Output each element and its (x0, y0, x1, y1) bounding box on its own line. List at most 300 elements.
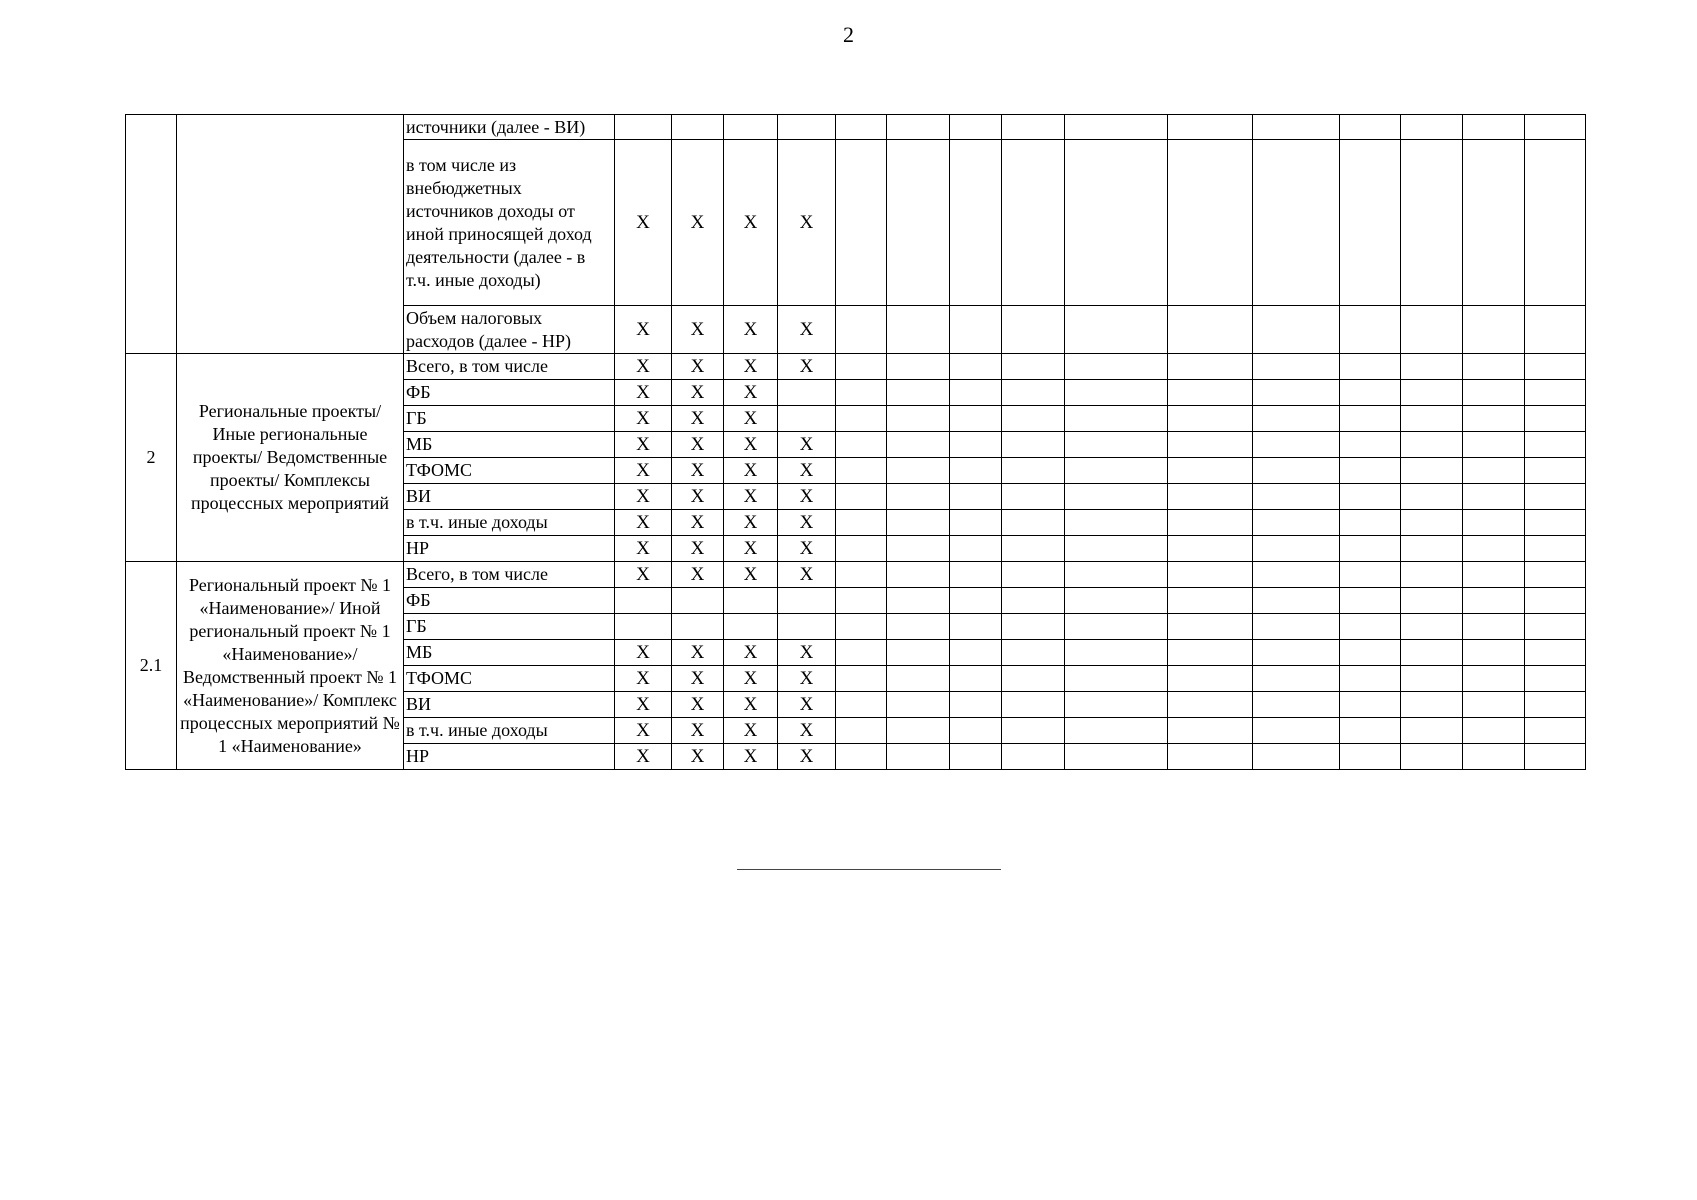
empty-cell (1065, 406, 1168, 432)
empty-cell (836, 744, 887, 770)
empty-cell (1168, 744, 1253, 770)
source-label: МБ (404, 432, 615, 458)
empty-cell (1168, 432, 1253, 458)
empty-cell (1065, 718, 1168, 744)
empty-cell (1253, 484, 1340, 510)
source-label: ТФОМС (404, 458, 615, 484)
empty-cell (1002, 484, 1065, 510)
empty-cell (887, 458, 950, 484)
empty-cell (1002, 692, 1065, 718)
empty-cell (1168, 406, 1253, 432)
empty-cell (1525, 510, 1586, 536)
empty-cell (1401, 380, 1463, 406)
empty-cell (1525, 432, 1586, 458)
empty-cell (1253, 306, 1340, 354)
mark-cell: Х (615, 718, 672, 744)
source-label: ГБ (404, 406, 615, 432)
empty-cell (1002, 744, 1065, 770)
mark-cell: Х (615, 666, 672, 692)
source-label: источники (далее - ВИ) (404, 115, 615, 140)
empty-cell (950, 140, 1002, 306)
empty-cell (1340, 614, 1401, 640)
empty-cell (1401, 744, 1463, 770)
source-label: в т.ч. иные доходы (404, 510, 615, 536)
empty-cell (1463, 115, 1525, 140)
empty-cell (1401, 140, 1463, 306)
empty-cell (1401, 562, 1463, 588)
empty-cell (950, 692, 1002, 718)
empty-cell (950, 510, 1002, 536)
empty-cell (1002, 432, 1065, 458)
empty-cell (1002, 380, 1065, 406)
source-label: ФБ (404, 588, 615, 614)
mark-cell: Х (615, 306, 672, 354)
mark-cell: Х (724, 666, 778, 692)
empty-cell (1168, 458, 1253, 484)
mark-cell: Х (778, 484, 836, 510)
empty-cell (1525, 484, 1586, 510)
empty-cell (1253, 510, 1340, 536)
empty-cell (1463, 306, 1525, 354)
mark-cell: Х (724, 354, 778, 380)
empty-cell (1525, 562, 1586, 588)
empty-cell (1463, 692, 1525, 718)
empty-cell (1401, 484, 1463, 510)
empty-cell (950, 588, 1002, 614)
empty-cell (1525, 614, 1586, 640)
mark-cell: Х (724, 536, 778, 562)
empty-cell (1401, 536, 1463, 562)
empty-cell (1065, 614, 1168, 640)
mark-cell: Х (672, 432, 724, 458)
mark-cell: Х (724, 432, 778, 458)
empty-cell (1253, 744, 1340, 770)
empty-cell (1065, 666, 1168, 692)
empty-cell (887, 354, 950, 380)
mark-cell: Х (672, 692, 724, 718)
source-label: в том числе из внебюджетных источников доходы от иной приносящей доход деятельности (далее - в т.ч. иные доходы) (404, 140, 615, 306)
empty-cell (1401, 692, 1463, 718)
mark-cell (724, 614, 778, 640)
empty-cell (1340, 484, 1401, 510)
source-label: МБ (404, 640, 615, 666)
mark-cell: Х (724, 458, 778, 484)
mark-cell: Х (672, 354, 724, 380)
source-label: ФБ (404, 380, 615, 406)
empty-cell (1253, 692, 1340, 718)
mark-cell: Х (615, 692, 672, 718)
empty-cell (1525, 588, 1586, 614)
empty-cell (1525, 406, 1586, 432)
mark-cell: Х (724, 562, 778, 588)
empty-cell (1168, 484, 1253, 510)
empty-cell (1463, 562, 1525, 588)
row-number: 2.1 (126, 562, 177, 770)
empty-cell (1002, 614, 1065, 640)
mark-cell: Х (724, 306, 778, 354)
empty-cell (950, 406, 1002, 432)
empty-cell (950, 354, 1002, 380)
empty-cell (1463, 510, 1525, 536)
empty-cell (1168, 536, 1253, 562)
empty-cell (1002, 458, 1065, 484)
empty-cell (1340, 354, 1401, 380)
empty-cell (1002, 306, 1065, 354)
empty-cell (1065, 458, 1168, 484)
empty-cell (1463, 432, 1525, 458)
empty-cell (950, 718, 1002, 744)
empty-cell (887, 115, 950, 140)
empty-cell (1340, 692, 1401, 718)
mark-cell (778, 115, 836, 140)
footer-divider (737, 869, 1001, 870)
empty-cell (1463, 458, 1525, 484)
mark-cell: Х (615, 484, 672, 510)
empty-cell (836, 306, 887, 354)
empty-cell (1168, 614, 1253, 640)
empty-cell (1463, 718, 1525, 744)
mark-cell: Х (615, 432, 672, 458)
empty-cell (836, 562, 887, 588)
empty-cell (887, 718, 950, 744)
mark-cell: Х (615, 536, 672, 562)
empty-cell (1168, 380, 1253, 406)
empty-cell (1340, 718, 1401, 744)
mark-cell: Х (672, 718, 724, 744)
source-label: НР (404, 536, 615, 562)
mark-cell (672, 614, 724, 640)
mark-cell (724, 115, 778, 140)
empty-cell (1253, 432, 1340, 458)
mark-cell: Х (724, 484, 778, 510)
empty-cell (836, 380, 887, 406)
empty-cell (1463, 140, 1525, 306)
empty-cell (1401, 115, 1463, 140)
table-row (126, 115, 1586, 140)
empty-cell (1002, 640, 1065, 666)
empty-cell (1253, 666, 1340, 692)
empty-cell (1002, 140, 1065, 306)
source-label: ГБ (404, 614, 615, 640)
empty-cell (1340, 432, 1401, 458)
empty-cell (1401, 354, 1463, 380)
empty-cell (1340, 140, 1401, 306)
mark-cell: Х (615, 562, 672, 588)
empty-cell (1002, 406, 1065, 432)
mark-cell: Х (778, 510, 836, 536)
empty-cell (1168, 666, 1253, 692)
mark-cell: Х (672, 140, 724, 306)
mark-cell: Х (778, 744, 836, 770)
mark-cell: Х (615, 354, 672, 380)
empty-cell (1065, 744, 1168, 770)
empty-cell (1065, 140, 1168, 306)
mark-cell: Х (615, 380, 672, 406)
empty-cell (1168, 692, 1253, 718)
row-name (177, 115, 404, 354)
empty-cell (1002, 562, 1065, 588)
empty-cell (950, 536, 1002, 562)
empty-cell (1401, 306, 1463, 354)
empty-cell (1168, 140, 1253, 306)
table-body (126, 115, 1586, 770)
mark-cell: Х (724, 406, 778, 432)
empty-cell (950, 432, 1002, 458)
empty-cell (1463, 614, 1525, 640)
mark-cell (615, 614, 672, 640)
empty-cell (950, 640, 1002, 666)
empty-cell (950, 306, 1002, 354)
empty-cell (1253, 354, 1340, 380)
mark-cell (615, 588, 672, 614)
empty-cell (1253, 140, 1340, 306)
mark-cell: Х (778, 666, 836, 692)
empty-cell (1525, 718, 1586, 744)
empty-cell (836, 640, 887, 666)
empty-cell (1463, 640, 1525, 666)
empty-cell (1253, 380, 1340, 406)
empty-cell (1253, 640, 1340, 666)
mark-cell: Х (672, 306, 724, 354)
empty-cell (950, 115, 1002, 140)
empty-cell (1002, 588, 1065, 614)
mark-cell: Х (778, 536, 836, 562)
empty-cell (887, 692, 950, 718)
empty-cell (950, 744, 1002, 770)
empty-cell (887, 306, 950, 354)
mark-cell: Х (672, 744, 724, 770)
mark-cell (778, 614, 836, 640)
empty-cell (836, 406, 887, 432)
mark-cell: Х (778, 458, 836, 484)
budget-table (125, 114, 1586, 770)
empty-cell (836, 458, 887, 484)
empty-cell (1463, 666, 1525, 692)
empty-cell (836, 510, 887, 536)
mark-cell: Х (672, 458, 724, 484)
table-row (126, 562, 1586, 588)
empty-cell (1253, 458, 1340, 484)
mark-cell: Х (724, 640, 778, 666)
mark-cell: Х (672, 406, 724, 432)
empty-cell (1065, 640, 1168, 666)
empty-cell (836, 718, 887, 744)
mark-cell (724, 588, 778, 614)
empty-cell (1002, 718, 1065, 744)
empty-cell (1463, 536, 1525, 562)
empty-cell (1340, 115, 1401, 140)
empty-cell (887, 744, 950, 770)
mark-cell (615, 115, 672, 140)
empty-cell (1340, 562, 1401, 588)
empty-cell (1525, 140, 1586, 306)
empty-cell (836, 692, 887, 718)
mark-cell: Х (672, 380, 724, 406)
empty-cell (887, 406, 950, 432)
empty-cell (1525, 306, 1586, 354)
empty-cell (1065, 306, 1168, 354)
mark-cell (672, 115, 724, 140)
empty-cell (1065, 588, 1168, 614)
empty-cell (1168, 588, 1253, 614)
mark-cell: Х (672, 640, 724, 666)
page-number: 2 (843, 22, 854, 47)
empty-cell (836, 432, 887, 458)
empty-cell (950, 614, 1002, 640)
table-row (126, 354, 1586, 380)
empty-cell (1002, 354, 1065, 380)
empty-cell (1525, 744, 1586, 770)
empty-cell (836, 484, 887, 510)
mark-cell (672, 588, 724, 614)
empty-cell (1253, 562, 1340, 588)
empty-cell (1340, 510, 1401, 536)
mark-cell: Х (615, 510, 672, 536)
mark-cell: Х (778, 354, 836, 380)
empty-cell (1401, 718, 1463, 744)
empty-cell (1168, 306, 1253, 354)
empty-cell (1253, 536, 1340, 562)
mark-cell: Х (778, 140, 836, 306)
empty-cell (1525, 380, 1586, 406)
empty-cell (887, 140, 950, 306)
empty-cell (1463, 380, 1525, 406)
empty-cell (887, 666, 950, 692)
mark-cell: Х (778, 432, 836, 458)
mark-cell: Х (615, 140, 672, 306)
empty-cell (836, 354, 887, 380)
empty-cell (1525, 115, 1586, 140)
mark-cell (778, 406, 836, 432)
empty-cell (1002, 115, 1065, 140)
empty-cell (1253, 406, 1340, 432)
empty-cell (1463, 588, 1525, 614)
empty-cell (1463, 406, 1525, 432)
empty-cell (1401, 666, 1463, 692)
row-number (126, 115, 177, 354)
empty-cell (887, 562, 950, 588)
empty-cell (1065, 536, 1168, 562)
empty-cell (1401, 406, 1463, 432)
source-label: в т.ч. иные доходы (404, 718, 615, 744)
empty-cell (1401, 640, 1463, 666)
empty-cell (1065, 692, 1168, 718)
empty-cell (1463, 484, 1525, 510)
mark-cell: Х (724, 380, 778, 406)
empty-cell (1065, 354, 1168, 380)
empty-cell (887, 588, 950, 614)
empty-cell (836, 115, 887, 140)
source-label: ТФОМС (404, 666, 615, 692)
empty-cell (950, 562, 1002, 588)
empty-cell (1168, 562, 1253, 588)
mark-cell: Х (672, 484, 724, 510)
mark-cell: Х (724, 744, 778, 770)
empty-cell (1168, 354, 1253, 380)
empty-cell (1253, 115, 1340, 140)
empty-cell (1340, 458, 1401, 484)
empty-cell (1065, 484, 1168, 510)
empty-cell (1401, 614, 1463, 640)
empty-cell (1340, 744, 1401, 770)
empty-cell (1002, 510, 1065, 536)
empty-cell (887, 380, 950, 406)
empty-cell (1065, 510, 1168, 536)
mark-cell: Х (724, 510, 778, 536)
row-name: Региональный проект № 1 «Наименование»/ Иной региональный проект № 1 «Наименование»/ Ведомственный проект № 1 «Наименование»/ Комплекс процессных мероприятий № 1 «Наименование» (177, 562, 404, 770)
empty-cell (1401, 432, 1463, 458)
mark-cell (778, 380, 836, 406)
empty-cell (950, 458, 1002, 484)
mark-cell: Х (672, 510, 724, 536)
mark-cell: Х (672, 666, 724, 692)
empty-cell (1065, 115, 1168, 140)
empty-cell (1525, 458, 1586, 484)
empty-cell (1168, 640, 1253, 666)
empty-cell (1065, 562, 1168, 588)
empty-cell (836, 614, 887, 640)
empty-cell (887, 510, 950, 536)
empty-cell (1253, 588, 1340, 614)
mark-cell: Х (724, 140, 778, 306)
empty-cell (950, 484, 1002, 510)
empty-cell (1463, 744, 1525, 770)
source-label: Всего, в том числе (404, 562, 615, 588)
empty-cell (887, 484, 950, 510)
empty-cell (1340, 666, 1401, 692)
empty-cell (1401, 458, 1463, 484)
mark-cell: Х (778, 692, 836, 718)
mark-cell: Х (615, 458, 672, 484)
empty-cell (836, 536, 887, 562)
empty-cell (950, 380, 1002, 406)
mark-cell: Х (778, 562, 836, 588)
source-label: ВИ (404, 484, 615, 510)
empty-cell (887, 640, 950, 666)
empty-cell (1401, 510, 1463, 536)
mark-cell: Х (724, 692, 778, 718)
empty-cell (887, 536, 950, 562)
mark-cell: Х (672, 536, 724, 562)
mark-cell: Х (615, 744, 672, 770)
empty-cell (1525, 354, 1586, 380)
source-label: НР (404, 744, 615, 770)
empty-cell (1401, 588, 1463, 614)
empty-cell (1168, 115, 1253, 140)
mark-cell: Х (672, 562, 724, 588)
empty-cell (1525, 692, 1586, 718)
mark-cell: Х (778, 306, 836, 354)
mark-cell (778, 588, 836, 614)
empty-cell (1002, 666, 1065, 692)
empty-cell (1065, 380, 1168, 406)
empty-cell (1002, 536, 1065, 562)
mark-cell: Х (724, 718, 778, 744)
empty-cell (1525, 666, 1586, 692)
empty-cell (1340, 588, 1401, 614)
empty-cell (1340, 536, 1401, 562)
empty-cell (1525, 640, 1586, 666)
source-label: Всего, в том числе (404, 354, 615, 380)
row-number: 2 (126, 354, 177, 562)
source-label: ВИ (404, 692, 615, 718)
mark-cell: Х (778, 718, 836, 744)
empty-cell (1340, 306, 1401, 354)
row-name: Региональные проекты/ Иные региональные проекты/ Ведомственные проекты/ Комплексы процессных мероприятий (177, 354, 404, 562)
empty-cell (950, 666, 1002, 692)
empty-cell (1065, 432, 1168, 458)
empty-cell (887, 614, 950, 640)
